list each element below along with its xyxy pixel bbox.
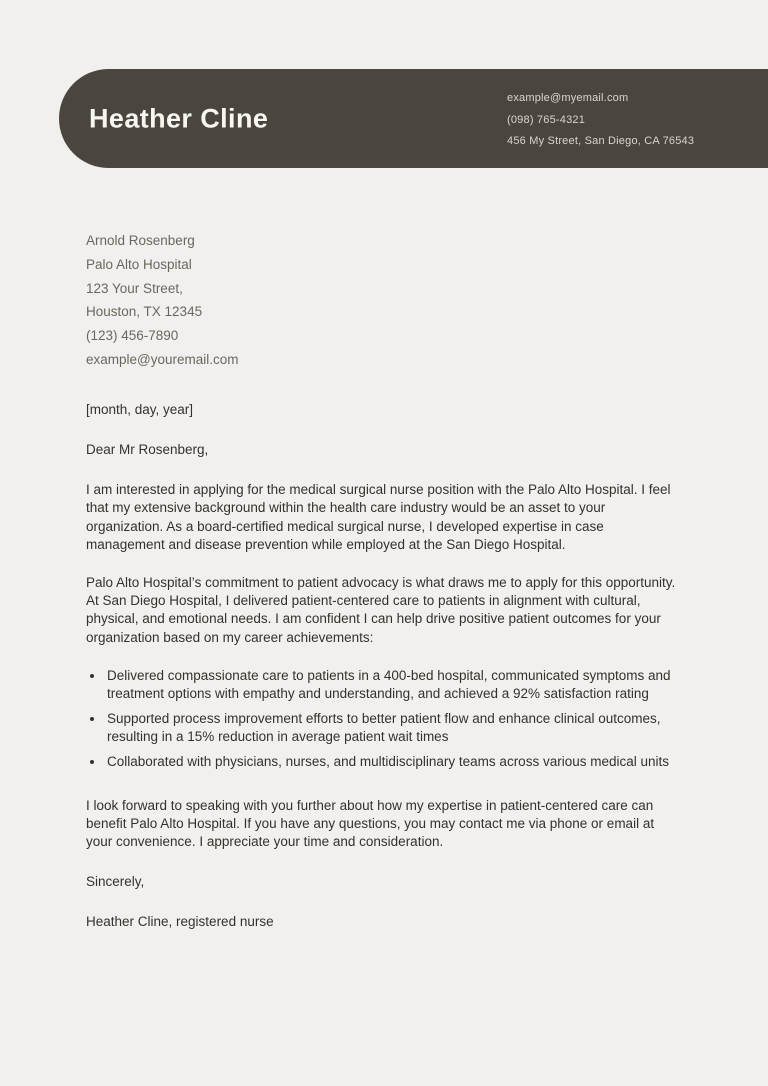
- paragraph-intro: I am interested in applying for the medical surgical nurse position with the Palo Alto Hospital. I feel that my extensive background within the health care industry would be an asset to your organization. As a board-certified medical surgical nurse, I developed expertise in case management and disease prevention while employed at the San Diego Hospital.: [86, 482, 671, 552]
- recipient-line: 123 Your Street,: [86, 280, 183, 296]
- achievement-item: • Delivered compassionate care to patients in a 400-bed hospital, communicated symptoms and treatment options with empathy and understanding, and achieved a 92% satisfaction rating: [105, 667, 684, 703]
- recipient-line: Palo Alto Hospital: [86, 256, 192, 272]
- recipient-line: Houston, TX 12345: [86, 304, 203, 320]
- signoff: Sincerely,: [86, 874, 145, 890]
- achievement-list: [86, 667, 684, 771]
- header-email: example@myemail.com: [507, 92, 629, 104]
- recipient-line: example@youremail.com: [86, 351, 239, 367]
- header-address: 456 My Street, San Diego, CA 76543: [507, 135, 695, 147]
- letter-body: [86, 229, 684, 931]
- salutation: Dear Mr Rosenberg,: [86, 441, 209, 457]
- paragraph-motivation: Palo Alto Hospital’s commitment to patient advocacy is what draws me to apply for this opportunity. At San Diego Hospital, I delivered patient-centered care to patients in alignment with cultural, physical, and emotional needs. I am confident I can help drive positive patient outcomes for your organization based on my career achievements:: [86, 575, 676, 645]
- header-contact-block: [507, 88, 694, 153]
- header-name: Heather Cline: [89, 103, 269, 133]
- signature-line: Heather Cline, registered nurse: [86, 913, 274, 929]
- achievement-item: • Supported process improvement efforts to better patient flow and enhance clinical outcomes, resulting in a 15% reduction in average patient wait times: [105, 710, 684, 746]
- recipient-line: (123) 456-7890: [86, 328, 179, 344]
- header-band: [59, 69, 768, 168]
- date-placeholder: [month, day, year]: [86, 401, 194, 417]
- paragraph-closing: I look forward to speaking with you further about how my expertise in patient-centered care can benefit Palo Alto Hospital. If you have any questions, you may contact me via phone or email at your convenience. I appreciate your time and consideration.: [86, 797, 655, 850]
- recipient-line: Arnold Rosenberg: [86, 233, 195, 248]
- recipient-block: [86, 229, 684, 372]
- header-phone: (098) 765-4321: [507, 113, 586, 126]
- achievement-item: • Collaborated with physicians, nurses, and multidisciplinary teams across various medical units: [105, 753, 684, 771]
